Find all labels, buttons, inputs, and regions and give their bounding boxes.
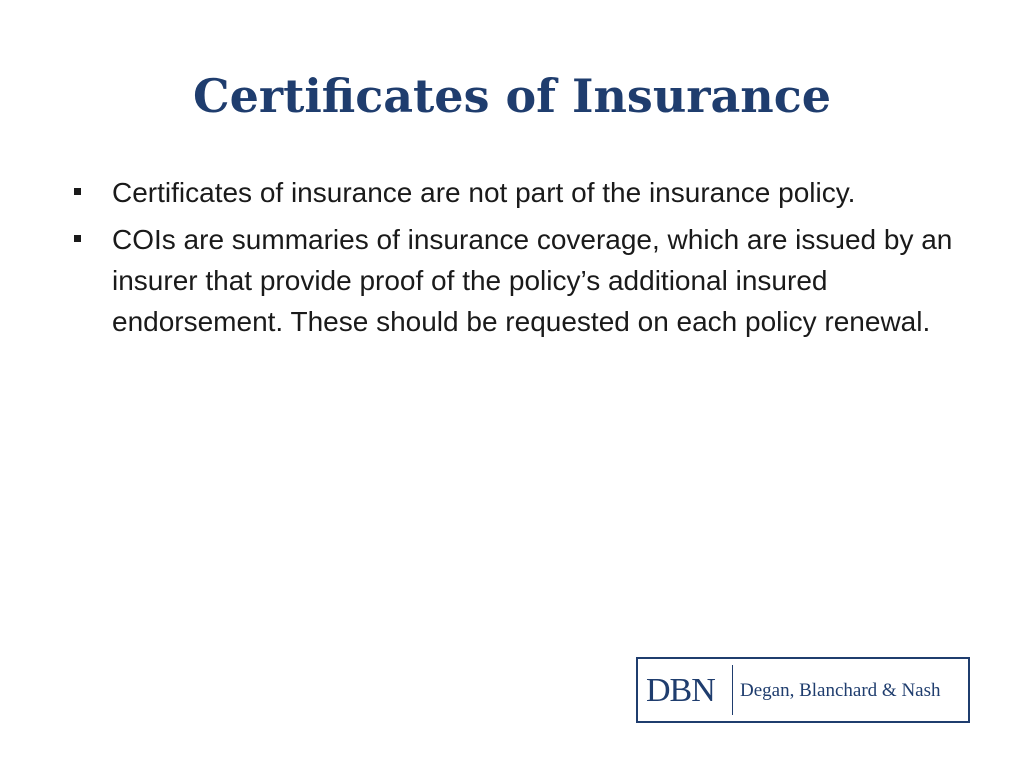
square-bullet-icon — [74, 235, 81, 242]
bullet-item-1 — [72, 172, 972, 213]
logo-monogram: DBN — [646, 672, 715, 709]
company-logo — [636, 657, 970, 723]
slide-title: Certificates of Insurance — [192, 69, 832, 123]
bullet-list — [72, 172, 972, 348]
bullet-text-1: Certificates of insurance are not part of the insurance policy. — [112, 177, 856, 208]
logo-divider — [732, 665, 733, 715]
bullet-item-2 — [72, 219, 972, 342]
bullet-text-2: COIs are summaries of insurance coverage, which are issued by an insurer that provide proof of the policy’s additional insured endorsement. These should be requested on each policy renewal. — [112, 224, 953, 337]
logo-company-name: Degan, Blanchard & Nash — [740, 680, 941, 701]
square-bullet-icon — [74, 188, 81, 195]
